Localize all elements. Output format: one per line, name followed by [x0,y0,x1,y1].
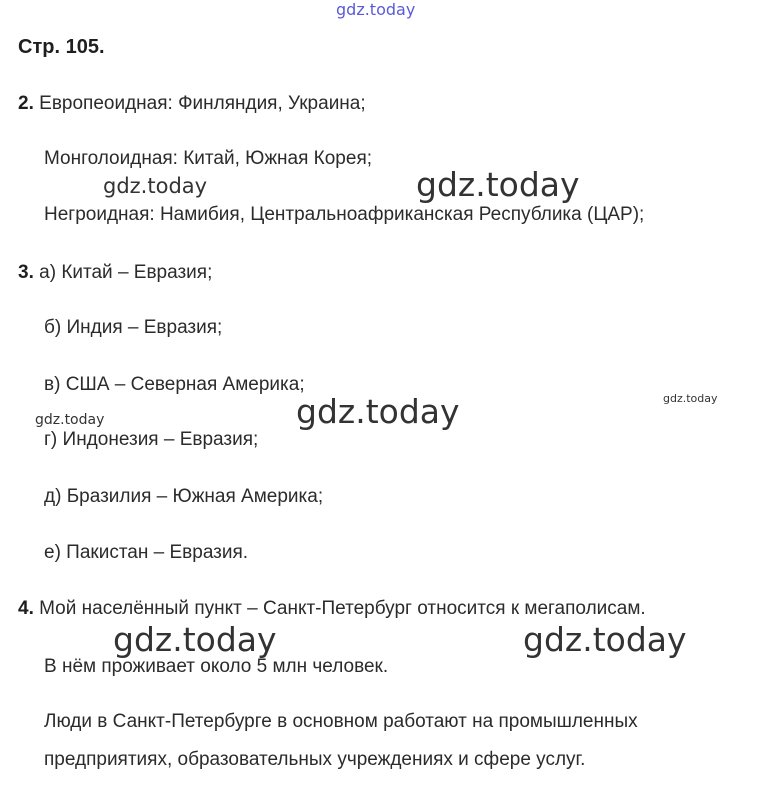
task2-number: 2. [18,93,34,114]
watermark: gdz.today [103,174,208,198]
task4-line-1 [18,597,646,621]
task4-line-4: предприятиях, образовательных учреждениях и сфере услуг. [44,749,586,770]
watermark: gdz.today [113,620,277,659]
page-heading: Стр. 105. [18,36,105,58]
task3-item-b: б) Индия – Евразия; [44,317,223,338]
task4-line-3: Люди в Санкт-Петербурге в основном работают на промышленных [44,711,638,732]
watermark: gdz.today [663,392,718,405]
watermark: gdz.today [336,0,416,19]
watermark: gdz.today [416,165,580,204]
watermark: gdz.today [296,392,460,431]
task2-line-2: Монголоидная: Китай, Южная Корея; [44,148,373,169]
task2-line-1 [18,92,366,116]
task3-item-e: е) Пакистан – Евразия. [44,542,249,563]
task3-item-a: а) Китай – Евразия; [39,262,213,283]
task3-line-1 [18,261,212,285]
watermark: gdz.today [35,412,105,428]
task3-item-d: д) Бразилия – Южная Америка; [44,486,324,507]
task4-number: 4. [18,598,34,619]
task4-text-1: Мой населённый пункт – Санкт-Петербург относится к мегаполисам. [39,598,646,619]
watermark: gdz.today [523,620,687,659]
task3-item-g: г) Индонезия – Евразия; [44,429,259,450]
task3-number: 3. [18,262,34,283]
task3-item-v: в) США – Северная Америка; [44,374,305,395]
task2-line-3: Негроидная: Намибия, Центральноафриканская Республика (ЦАР); [44,204,645,225]
task4-line-2: В нём проживает около 5 млн человек. [44,656,389,677]
task2-text-1: Европеоидная: Финляндия, Украина; [39,93,366,114]
